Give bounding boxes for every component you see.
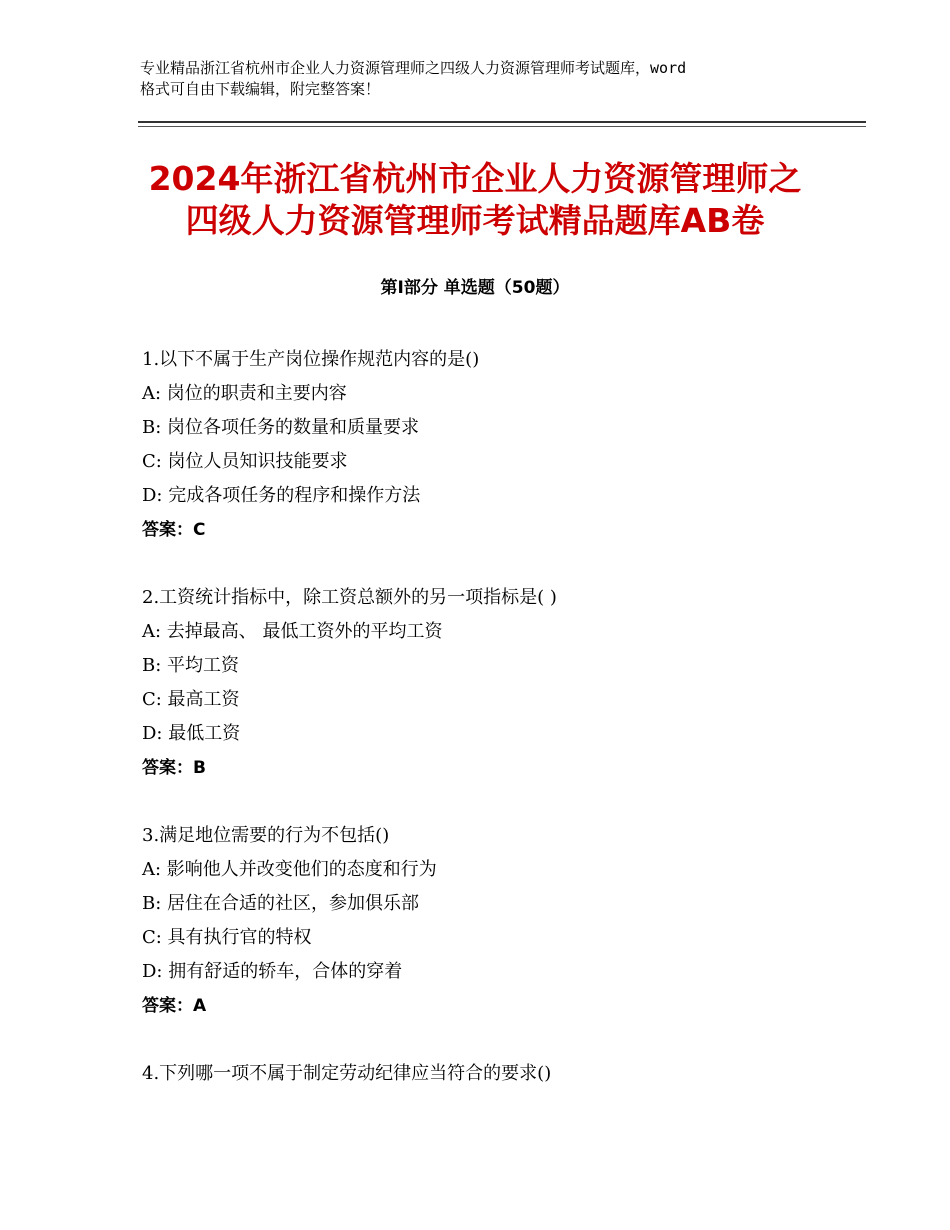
question-item	[142, 819, 842, 1023]
section-heading: 第Ⅰ部分 单选题（50题）	[380, 278, 570, 298]
question-item	[142, 581, 842, 785]
option-c: C: 最高工资	[142, 689, 240, 710]
option-a: A: 去掉最高、 最低工资外的平均工资	[142, 621, 443, 642]
question-stem: 3.满足地位需要的行为不包括()	[142, 825, 390, 846]
question-stem: 1.以下不属于生产岗位操作规范内容的是()	[142, 349, 480, 370]
answer-line: 答案：C	[142, 520, 206, 540]
question-list	[142, 343, 842, 1125]
option-b: B: 平均工资	[142, 655, 240, 676]
document-title-line: 2024年浙江省杭州市企业人力资源管理师之	[148, 159, 802, 198]
header-divider-thin	[138, 126, 866, 127]
option-b: B: 居住在合适的社区，参加俱乐部	[142, 893, 420, 914]
question-item	[142, 1057, 842, 1091]
answer-line: 答案：A	[142, 996, 207, 1016]
question-item	[142, 343, 842, 547]
option-a: A: 影响他人并改变他们的态度和行为	[142, 859, 437, 880]
option-d: D: 拥有舒适的轿车，合体的穿着	[142, 961, 403, 982]
option-b: B: 岗位各项任务的数量和质量要求	[142, 417, 420, 438]
option-d: D: 最低工资	[142, 723, 241, 744]
question-stem: 2.工资统计指标中，除工资总额外的另一项指标是( )	[142, 587, 557, 608]
header-note-line: 专业精品浙江省杭州市企业人力资源管理师之四级人力资源管理师考试题库，word	[140, 59, 687, 77]
question-stem: 4.下列哪一项不属于制定劳动纪律应当符合的要求()	[142, 1063, 552, 1084]
option-d: D: 完成各项任务的程序和操作方法	[142, 485, 421, 506]
option-c: C: 具有执行官的特权	[142, 927, 312, 948]
document-title	[120, 158, 830, 242]
answer-line: 答案：B	[142, 758, 206, 778]
option-a: A: 岗位的职责和主要内容	[142, 383, 347, 404]
header-note-line: 格式可自由下载编辑，附完整答案！	[140, 80, 381, 98]
header-divider-thick	[138, 121, 866, 123]
header-note	[140, 58, 830, 100]
option-c: C: 岗位人员知识技能要求	[142, 451, 348, 472]
document-title-line: 四级人力资源管理师考试精品题库AB卷	[185, 201, 765, 240]
